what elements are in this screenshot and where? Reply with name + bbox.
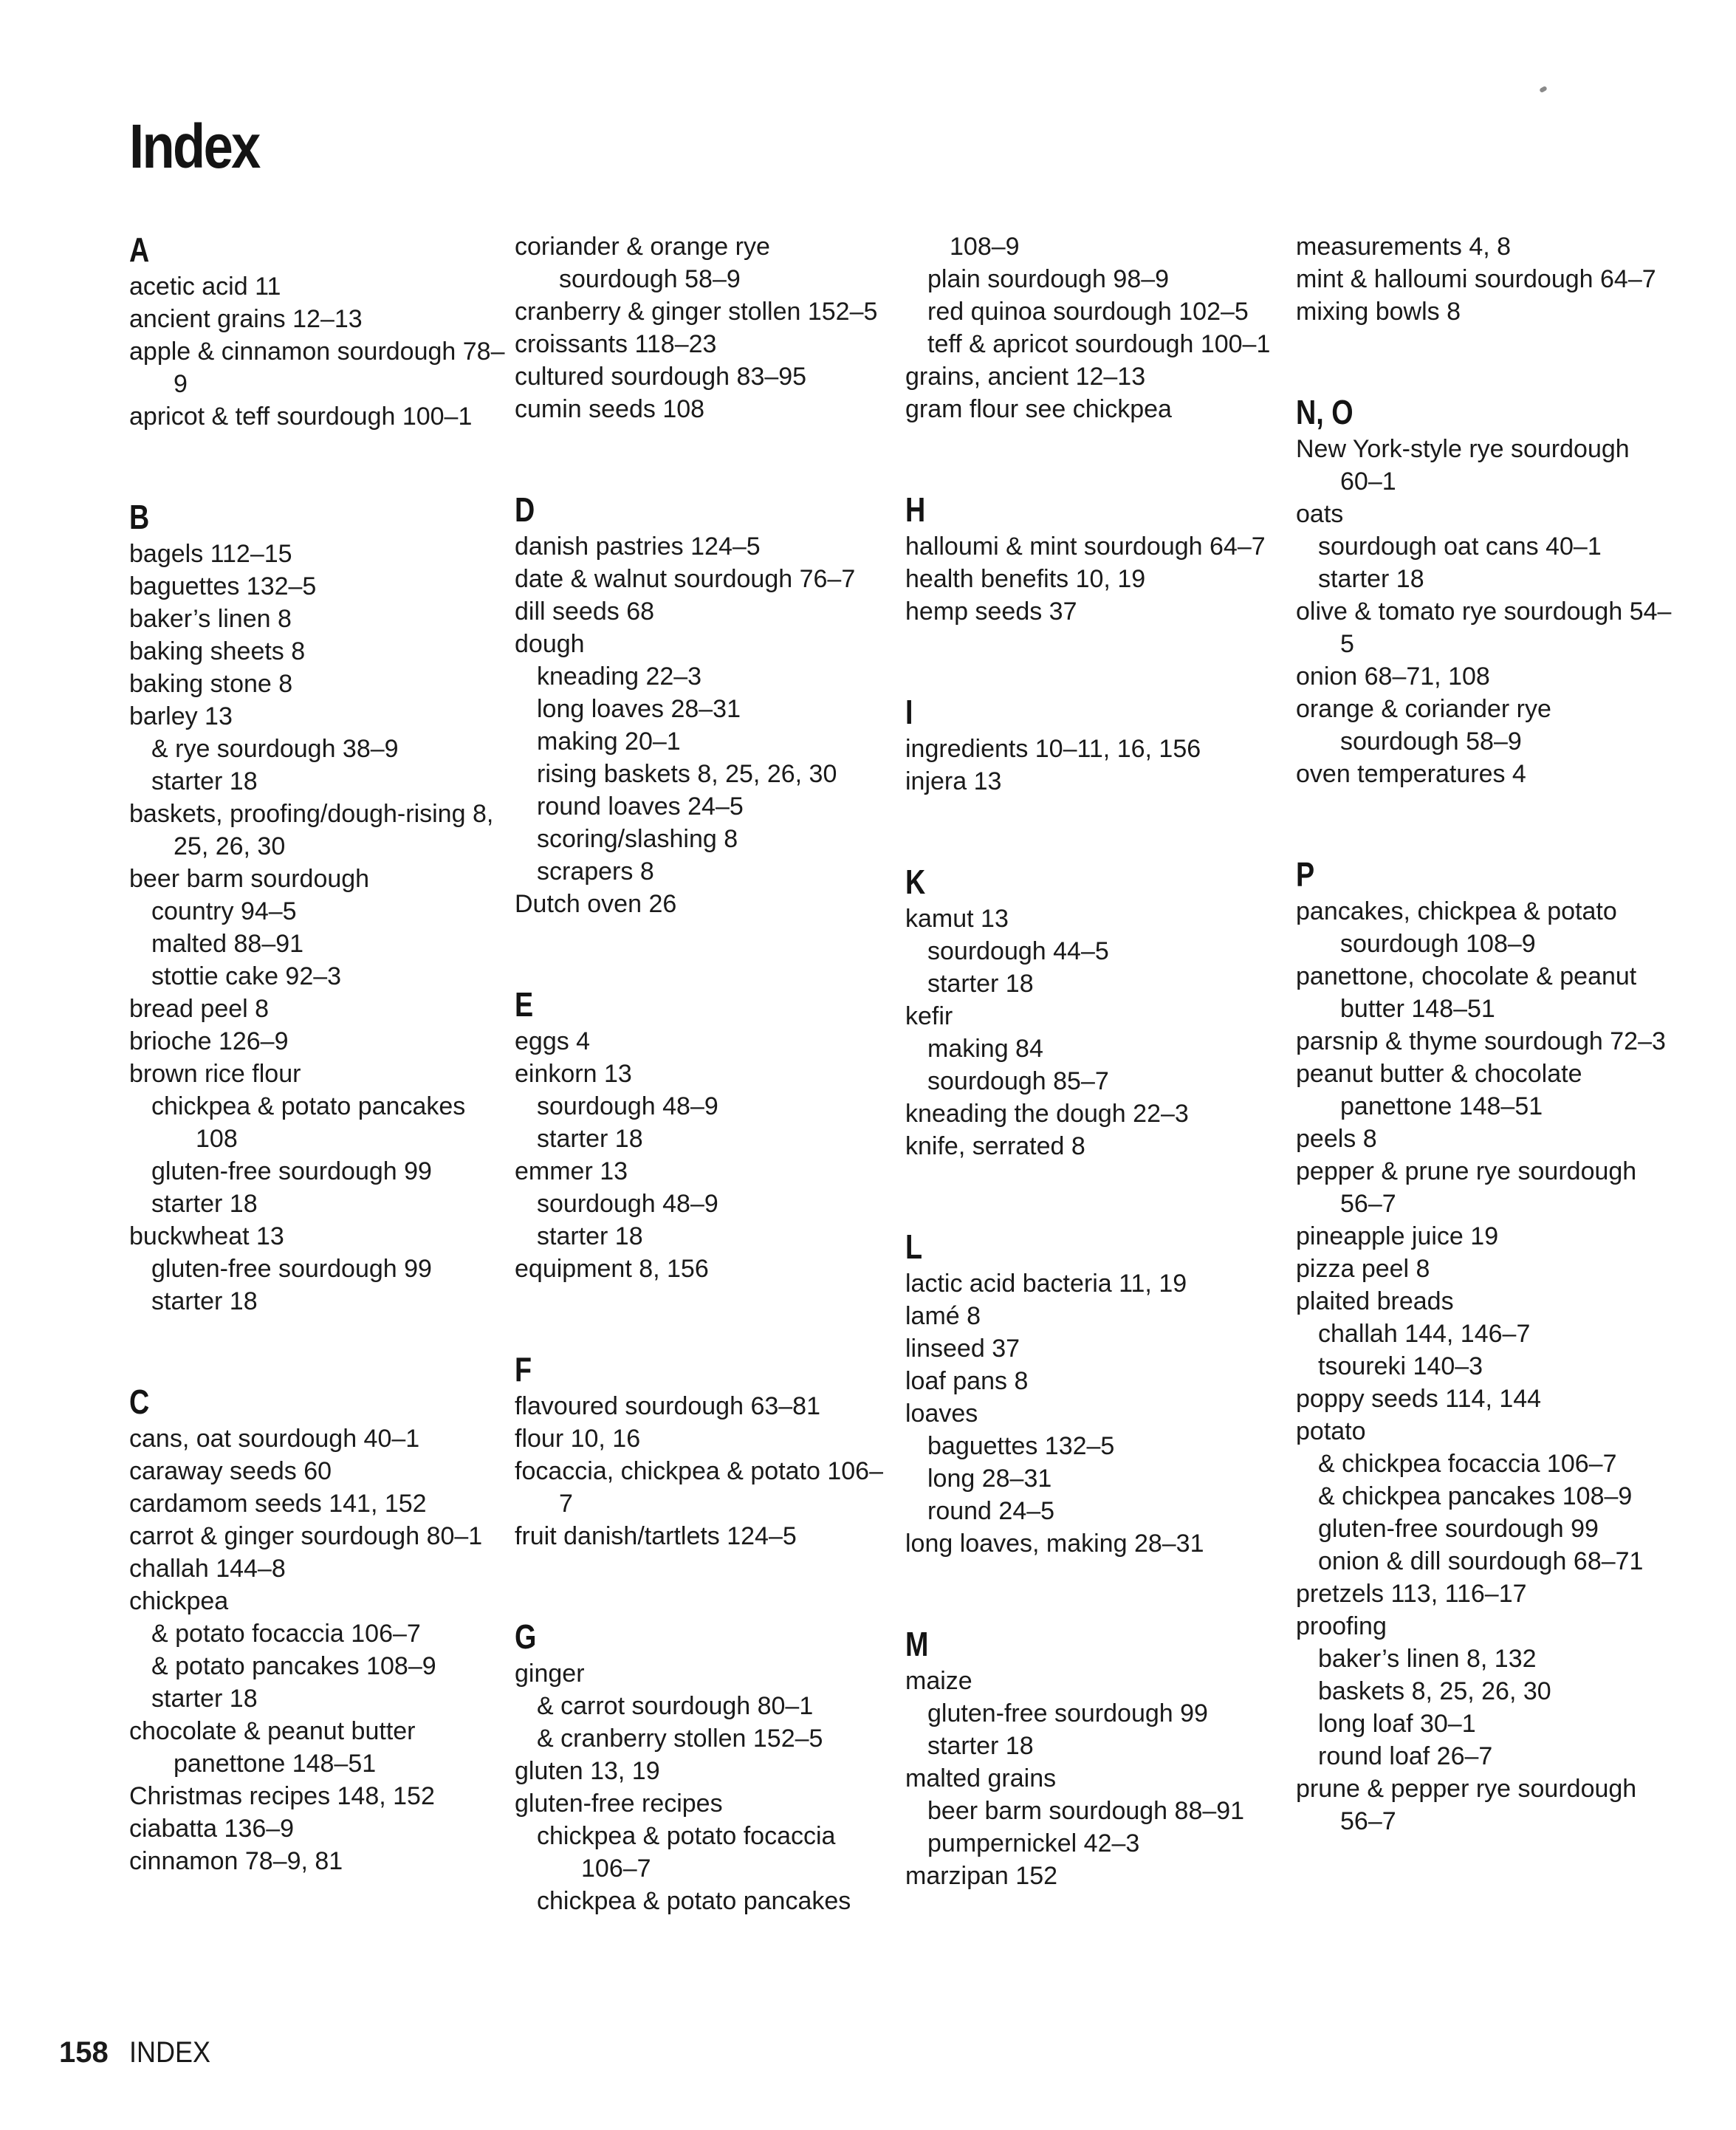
index-subentry: challah 144, 146–7 [1318,1320,1531,1348]
section-letter: P [1296,855,1315,894]
index-subentry: & cranberry stollen 152–5 [537,1725,823,1753]
index-subentry: making 20–1 [537,727,681,756]
index-entry: kefir [905,1002,953,1030]
index-entry: malted grains [905,1764,1057,1792]
index-subentry: chickpea & potato pancakes [537,1887,851,1915]
index-subentry: kneading 22–3 [537,662,702,691]
index-entry: pineapple juice 19 [1296,1222,1499,1250]
index-entry: ginger [515,1660,585,1688]
index-subentry: baskets 8, 25, 26, 30 [1318,1677,1551,1705]
index-subentry: starter 18 [927,1732,1034,1760]
index-subentry: & chickpea pancakes 108–9 [1318,1482,1633,1510]
index-entry: Christmas recipes 148, 152 [129,1782,435,1810]
index-entry: pretzels 113, 116–17 [1296,1580,1527,1608]
index-entry: cultured sourdough 83–95 [515,363,807,391]
index-entry: peels 8 [1296,1125,1377,1153]
index-subentry: gluten-free sourdough 99 [927,1699,1208,1727]
index-entry: parsnip & thyme sourdough 72–3 [1296,1027,1666,1055]
section-letter: A [129,230,150,269]
index-entry: kneading the dough 22–3 [905,1100,1189,1128]
index-subentry: sourdough 48–9 [537,1092,718,1120]
index-section-g [515,1617,891,1917]
index-entry: cardamom seeds 141, 152 [129,1490,427,1518]
index-entry: halloumi & mint sourdough 64–7 [905,532,1266,561]
index-subentry: starter 18 [151,1190,258,1218]
index-subentry: baker’s linen 8, 132 [1318,1645,1537,1673]
index-entry: cinnamon 78–9, 81 [129,1847,343,1875]
index-entry: chickpea [129,1587,229,1615]
index-subentry: rising baskets 8, 25, 26, 30 [537,760,837,788]
index-entry: einkorn 13 [515,1060,632,1088]
index-subentry: round 24–5 [927,1497,1055,1525]
index-entry: ingredients 10–11, 16, 156 [905,735,1201,763]
index-subentry: malted 88–91 [151,930,304,958]
index-entry: loaves [905,1400,978,1428]
index-entry: gluten-free recipes [515,1790,723,1818]
index-entry: pepper & prune rye sourdough 56–7 [1296,1157,1637,1218]
index-column-4 [1296,230,1672,1903]
index-entry: baker’s linen 8 [129,605,292,633]
index-entry: pizza peel 8 [1296,1255,1430,1283]
section-letter: I [905,693,913,731]
index-entry: barley 13 [129,702,233,730]
running-head: INDEX [128,2036,210,2069]
index-section-k [905,863,1282,1162]
index-subentry: gluten-free sourdough 99 [1318,1515,1599,1543]
index-entry: linseed 37 [905,1335,1020,1363]
index-entry: oats [1296,500,1344,528]
index-subentry: round loaf 26–7 [1318,1742,1493,1770]
index-section-a [129,230,506,433]
index-entry: apricot & teff sourdough 100–1 [129,403,473,431]
index-subentry: beer barm sourdough 88–91 [927,1797,1245,1825]
index-entry: bagels 112–15 [129,540,292,568]
index-section-l [905,1227,1282,1560]
index-entry: plaited breads [1296,1287,1454,1315]
index-entry: challah 144–8 [129,1555,286,1583]
index-entry: buckwheat 13 [129,1222,284,1250]
index-entry: ancient grains 12–13 [129,305,363,333]
index-entry: measurements 4, 8 [1296,233,1512,261]
index-entry: coriander & orange rye sourdough 58–9 [515,233,770,293]
index-entry: health benefits 10, 19 [905,565,1146,593]
index-entry: gram flour see chickpea [905,395,1172,423]
index-subentry: sourdough oat cans 40–1 [1318,532,1602,561]
index-section-i [905,693,1282,798]
index-entry: dough [515,630,585,658]
index-entry: kamut 13 [905,905,1009,933]
index-section-continued [515,230,891,425]
index-subentry: chickpea & potato pancakes 108 [151,1092,466,1153]
index-subentry: onion & dill sourdough 68–71 [1318,1547,1644,1575]
index-entry: apple & cinnamon sourdough 78–9 [129,338,505,398]
index-entry: hemp seeds 37 [905,597,1077,626]
index-column-1 [129,230,506,1942]
index-subentry: & carrot sourdough 80–1 [537,1692,814,1720]
index-subentry: gluten-free sourdough 99 [151,1255,432,1283]
print-speck [1539,86,1548,93]
index-entry: potato [1296,1417,1366,1445]
index-entry: loaf pans 8 [905,1367,1029,1395]
index-entry: oven temperatures 4 [1296,760,1526,788]
index-entry: baking stone 8 [129,670,293,698]
index-subentry: pumpernickel 42–3 [927,1829,1140,1857]
index-entry: mixing bowls 8 [1296,298,1461,326]
index-entry: baskets, proofing/dough-rising 8, 25, 26, 30 [129,800,494,860]
page-number: 158 [59,2036,109,2069]
index-entry: croissants 118–23 [515,330,717,358]
index-entry: equipment 8, 156 [515,1255,709,1283]
index-section-c [129,1383,506,1877]
index-entry: orange & coriander rye sourdough 58–9 [1296,695,1551,756]
index-entry: marzipan 152 [905,1862,1058,1890]
index-subentry: & potato pancakes 108–9 [151,1652,436,1680]
index-section-h [905,490,1282,628]
index-subentry: scrapers 8 [537,857,654,886]
index-entry: Dutch oven 26 [515,890,677,918]
index-subentry: long loaves 28–31 [537,695,741,723]
index-entry: injera 13 [905,767,1002,795]
index-subentry: starter 18 [1318,565,1424,593]
index-entry: flavoured sourdough 63–81 [515,1392,820,1420]
section-letter: C [129,1383,150,1421]
index-subentry: & chickpea focaccia 106–7 [1318,1450,1617,1478]
section-letter: D [515,490,535,529]
page-footer [59,2035,219,2070]
index-subentry: gluten-free sourdough 99 [151,1157,432,1185]
index-subentry: making 84 [927,1035,1043,1063]
section-letter: H [905,490,926,529]
section-letter: G [515,1617,537,1656]
index-subentry: chickpea & potato focaccia 106–7 [537,1822,836,1883]
index-subentry: sourdough 85–7 [927,1067,1109,1095]
index-column-3 [905,230,1282,1957]
index-subentry: plain sourdough 98–9 [927,265,1170,293]
index-section-b [129,498,506,1318]
index-entry: baking sheets 8 [129,637,306,665]
index-subentry: starter 18 [151,1685,258,1713]
index-subentry: starter 18 [151,1287,258,1315]
section-letter: N, O [1296,393,1354,431]
index-entry: danish pastries 124–5 [515,532,761,561]
section-letter: B [129,498,150,536]
index-section-continued [1296,230,1672,328]
index-entry: fruit danish/tartlets 124–5 [515,1522,797,1550]
index-entry: beer barm sourdough [129,865,370,893]
index-entry: eggs 4 [515,1027,591,1055]
index-entry: chocolate & peanut butter panettone 148–51 [129,1717,416,1778]
index-entry: carrot & ginger sourdough 80–1 [129,1522,483,1550]
index-subentry: round loaves 24–5 [537,792,744,821]
index-subentry: tsoureki 140–3 [1318,1352,1483,1380]
index-section-p [1296,855,1672,1838]
index-subentry: starter 18 [151,767,258,795]
index-subentry: sourdough 44–5 [927,937,1109,965]
section-letter: F [515,1350,532,1388]
index-subentry: 108–9 [950,233,1020,261]
index-section-e [515,985,891,1285]
index-entry: caraway seeds 60 [129,1457,332,1485]
index-entry: long loaves, making 28–31 [905,1530,1204,1558]
index-subentry: teff & apricot sourdough 100–1 [927,330,1271,358]
index-subentry: long 28–31 [927,1465,1052,1493]
index-subentry: & rye sourdough 38–9 [151,735,399,763]
index-entry: acetic acid 11 [129,273,281,301]
index-entry: cranberry & ginger stollen 152–5 [515,298,878,326]
index-entry: prune & pepper rye sourdough 56–7 [1296,1775,1637,1835]
index-section-continued [905,230,1282,425]
index-subentry: country 94–5 [151,897,297,925]
index-entry: lactic acid bacteria 11, 19 [905,1270,1187,1298]
section-letter: L [905,1227,923,1266]
index-entry: dill seeds 68 [515,597,655,626]
index-subentry: starter 18 [537,1125,643,1153]
index-entry: knife, serrated 8 [905,1132,1085,1160]
index-entry: poppy seeds 114, 144 [1296,1385,1542,1413]
index-section-no [1296,393,1672,790]
section-letter: M [905,1625,929,1663]
index-entry: gluten 13, 19 [515,1757,660,1785]
index-entry: pancakes, chickpea & potato sourdough 108–9 [1296,897,1617,958]
index-entry: grains, ancient 12–13 [905,363,1146,391]
index-entry: maize [905,1667,972,1695]
index-section-f [515,1350,891,1552]
index-subentry: red quinoa sourdough 102–5 [927,298,1249,326]
index-entry: flour 10, 16 [515,1425,641,1453]
index-entry: mint & halloumi sourdough 64–7 [1296,265,1656,293]
index-section-d [515,490,891,920]
index-entry: proofing [1296,1612,1387,1640]
index-entry: ciabatta 136–9 [129,1815,295,1843]
index-subentry: starter 18 [537,1222,643,1250]
index-entry: cans, oat sourdough 40–1 [129,1425,420,1453]
index-subentry: & potato focaccia 106–7 [151,1620,421,1648]
index-section-m [905,1625,1282,1892]
index-entry: New York-style rye sourdough 60–1 [1296,435,1630,496]
index-entry: date & walnut sourdough 76–7 [515,565,856,593]
section-letter: E [515,985,534,1024]
index-entry: baguettes 132–5 [129,572,317,600]
index-column-2 [515,230,891,1982]
index-entry: panettone, chocolate & peanut butter 148–51 [1296,962,1637,1023]
index-entry: peanut butter & chocolate panettone 148–51 [1296,1060,1582,1120]
page-title: Index [129,112,259,181]
index-entry: brown rice flour [129,1060,301,1088]
index-entry: bread peel 8 [129,995,270,1023]
index-entry: olive & tomato rye sourdough 54–5 [1296,597,1672,658]
index-entry: brioche 126–9 [129,1027,289,1055]
section-letter: K [905,863,926,901]
index-subentry: sourdough 48–9 [537,1190,718,1218]
index-entry: emmer 13 [515,1157,628,1185]
index-subentry: long loaf 30–1 [1318,1710,1476,1738]
index-subentry: starter 18 [927,970,1034,998]
index-subentry: scoring/slashing 8 [537,825,738,853]
index-entry: onion 68–71, 108 [1296,662,1490,691]
index-entry: cumin seeds 108 [515,395,705,423]
index-entry: lamé 8 [905,1302,981,1330]
index-subentry: stottie cake 92–3 [151,962,342,990]
index-entry: focaccia, chickpea & potato 106–7 [515,1457,883,1518]
index-subentry: baguettes 132–5 [927,1432,1115,1460]
